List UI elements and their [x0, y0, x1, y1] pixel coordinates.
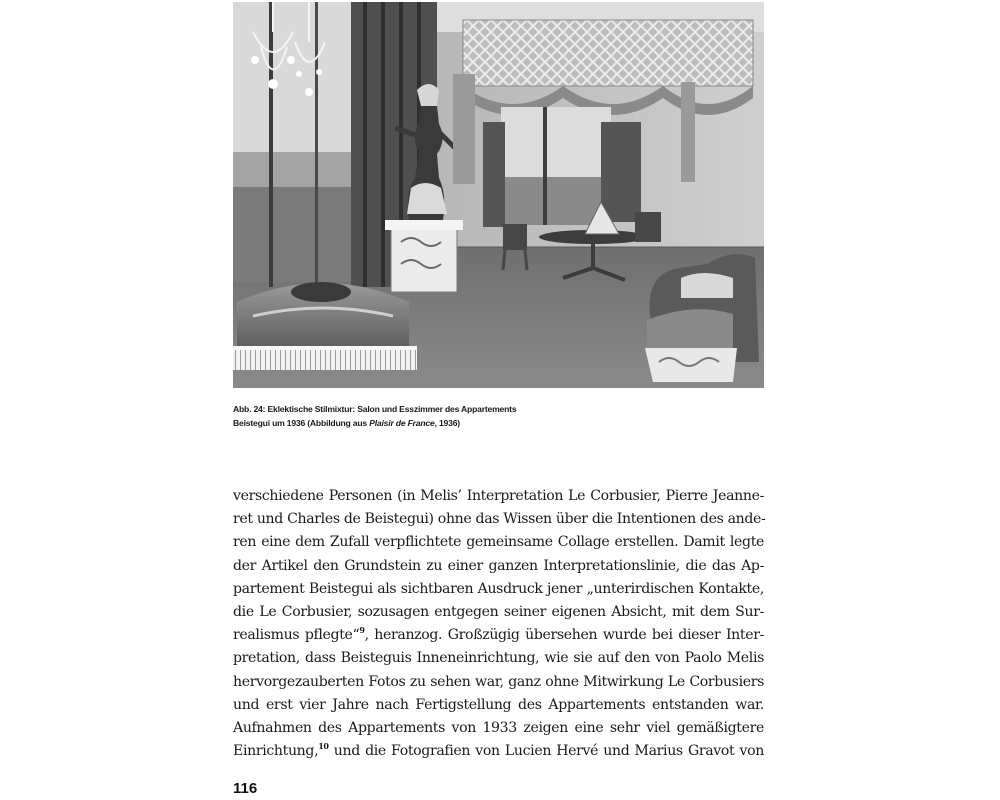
- caption-source-title: Plaisir de France: [369, 418, 435, 428]
- body-line: und erst vier Jahre nach Fertigstellung des Appartements entstanden war.: [233, 696, 764, 713]
- caption-line-2-pre: Beistegui um 1936 (Abbildung aus: [233, 418, 370, 428]
- caption-line-1: Abb. 24: Eklektische Stilmixtur: Salon und Esszimmer des Appartements: [233, 404, 517, 414]
- body-line: ren eine dem Zufall verpflichtete gemeinsame Collage erstellen. Damit legte: [233, 534, 764, 551]
- body-line: die Le Corbusier, sozusagen entgegen seiner eigenen Absicht, mit dem Sur-: [233, 604, 764, 621]
- body-line-text: und die Fotografien von Lucien Hervé und Marius Gravot von: [328, 743, 764, 760]
- body-line: verschiedene Personen (in Melis’ Interpretation Le Corbusier, Pierre Jeanne-: [233, 488, 764, 504]
- footnote-marker-10[interactable]: 10: [318, 741, 329, 752]
- caption-line-2: [233, 416, 764, 430]
- body-line: [233, 624, 764, 647]
- page-number: 116: [233, 780, 258, 797]
- body-paragraph: [233, 485, 764, 763]
- body-line-text: Einrichtung,: [233, 743, 319, 760]
- figure-caption: [233, 402, 764, 430]
- body-line: ret und Charles de Beistegui) ohne das Wissen über die Intentionen des ande-: [233, 511, 766, 528]
- body-line-text: realismus pflegte“: [233, 627, 360, 644]
- salon-photograph: [233, 2, 764, 388]
- caption-line-2-post: , 1936): [434, 418, 460, 428]
- body-line: pretation, dass Beisteguis Inneneinrichtung, wie sie auf den von Paolo Melis: [233, 650, 764, 667]
- footnote-marker-9[interactable]: 9: [359, 625, 365, 636]
- body-line: Aufnahmen des Appartements von 1933 zeigen eine sehr viel gemäßigtere: [233, 720, 764, 737]
- body-line: partement Beistegui als sichtbaren Ausdruck jener „unterirdischen Kontakte,: [233, 580, 764, 597]
- body-line: hervorgezauberten Fotos zu sehen war, ganz ohne Mitwirkung Le Corbusiers: [233, 673, 764, 690]
- body-line: der Artikel den Grundstein zu einer ganzen Interpretationslinie, die das Ap-: [233, 557, 764, 574]
- body-line: [233, 740, 764, 763]
- body-line-text: , heranzog. Großzügig übersehen wurde bei dieser Inter-: [364, 627, 764, 644]
- figure-photo: [233, 2, 764, 388]
